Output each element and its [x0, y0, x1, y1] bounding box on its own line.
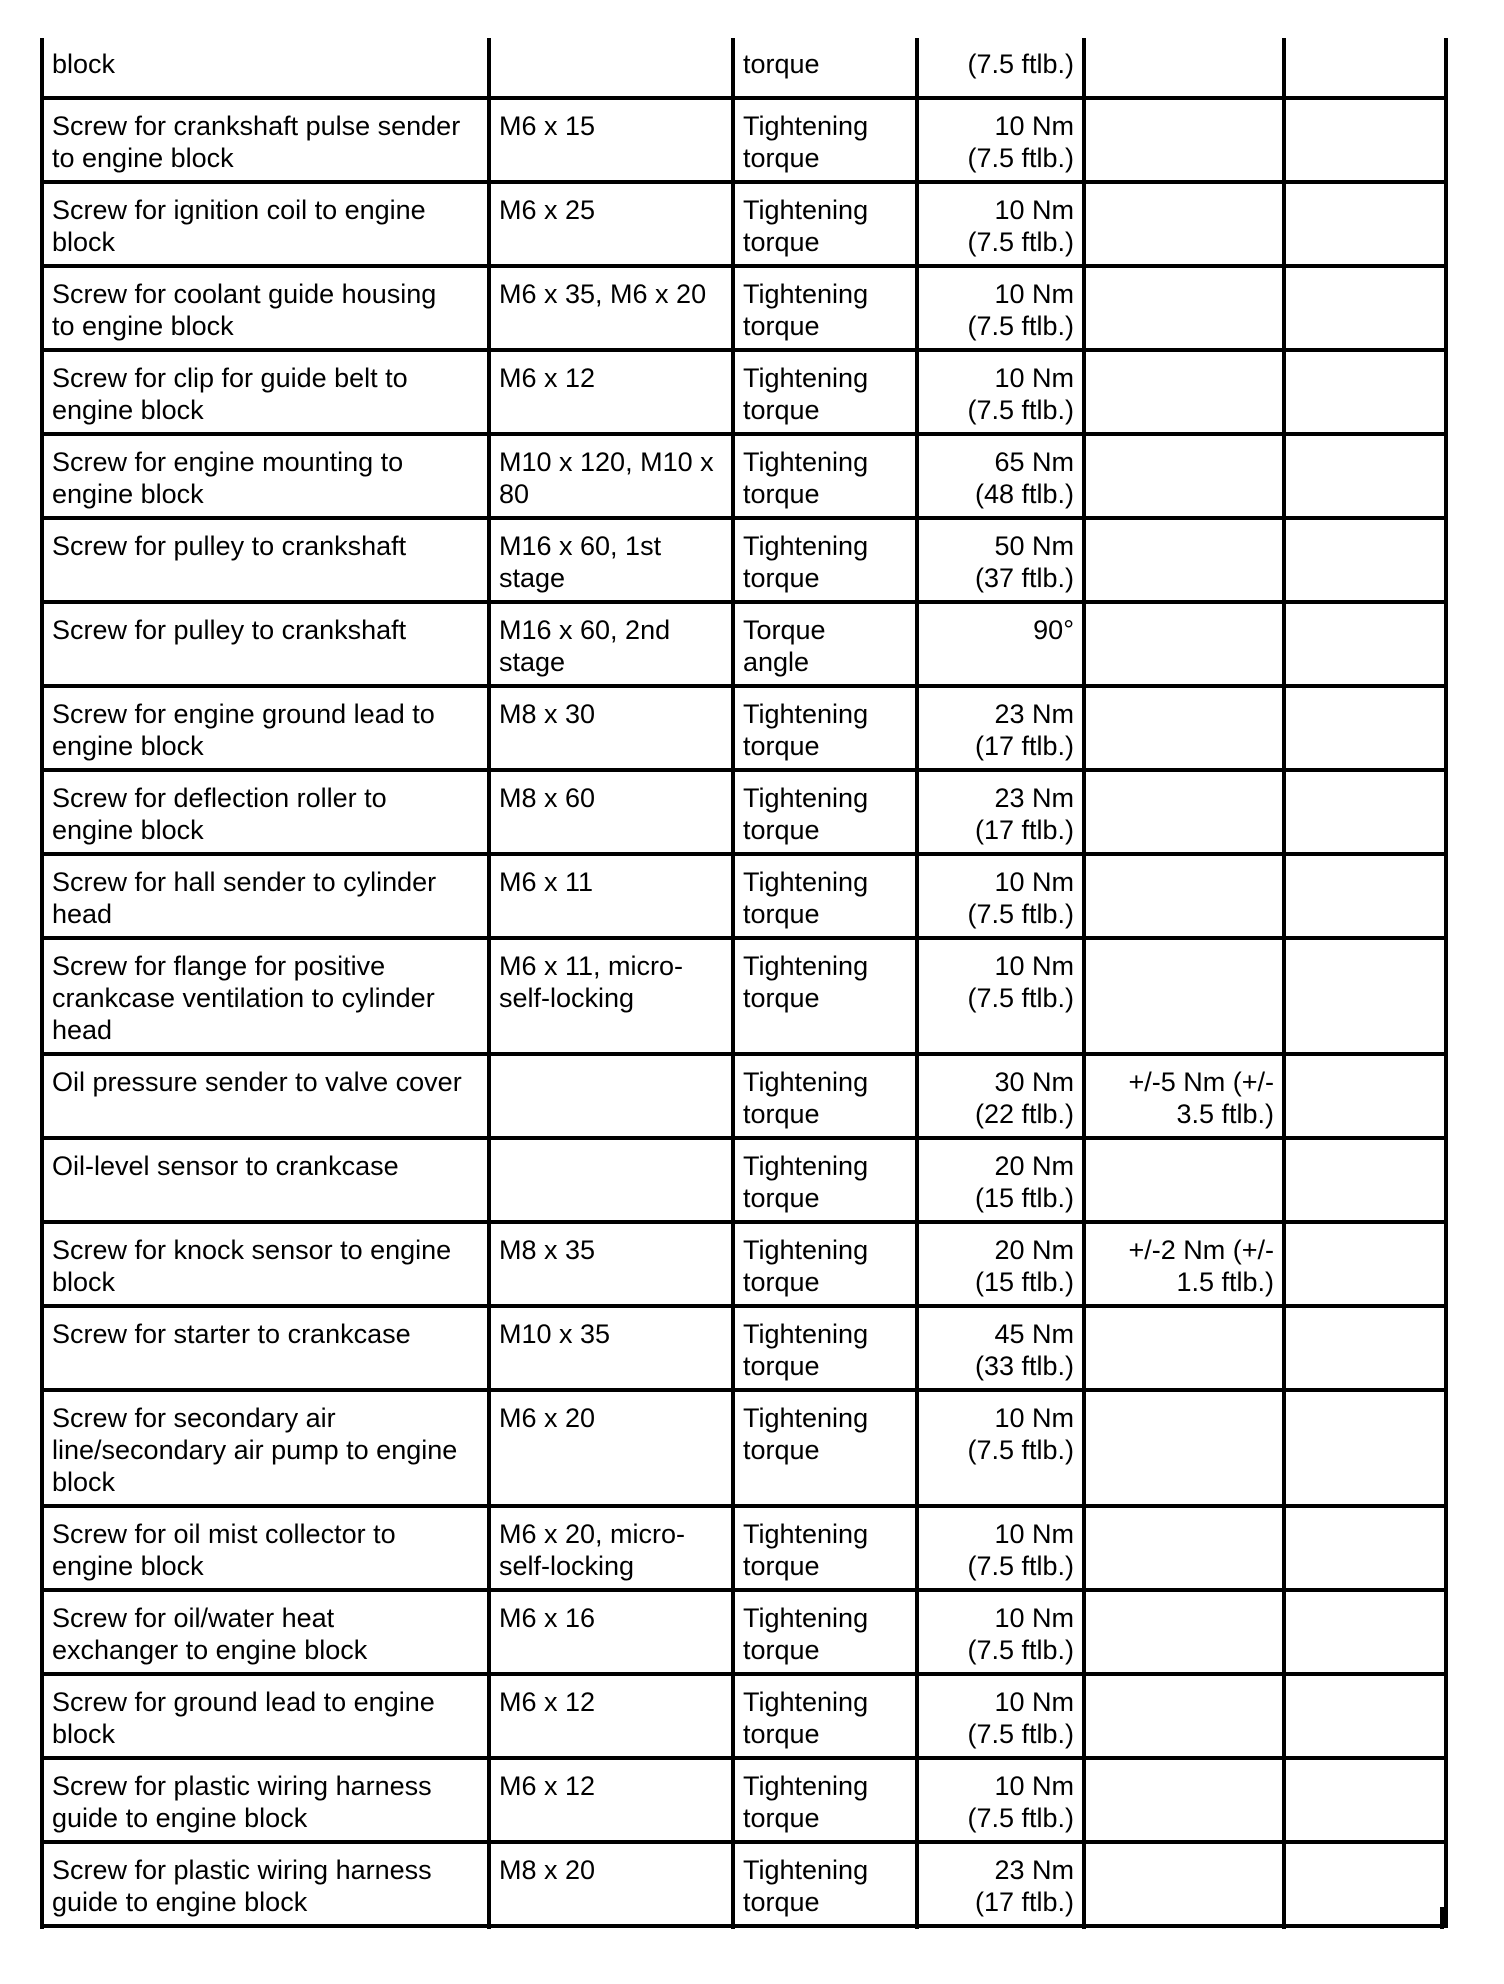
table-row	[42, 602, 1446, 686]
note-cell	[1284, 1306, 1446, 1390]
column-line	[1282, 1907, 1286, 1929]
specification-type-cell: Tightening torque	[733, 1306, 917, 1390]
specification-type-cell: Tightening torque	[733, 770, 917, 854]
table-row	[42, 1758, 1446, 1842]
note-cell	[1284, 1390, 1446, 1506]
torque-value-cell: 65 Nm (48 ftlb.)	[917, 434, 1084, 518]
specification-type-cell: Tightening torque	[733, 1138, 917, 1222]
table-row	[42, 1590, 1446, 1674]
torque-value-cell: 10 Nm (7.5 ftlb.)	[917, 854, 1084, 938]
table-row	[42, 938, 1446, 1054]
note-cell	[1284, 518, 1446, 602]
specification-type-cell: Tightening torque	[733, 1054, 917, 1138]
torque-value-cell: 20 Nm (15 ftlb.)	[917, 1222, 1084, 1306]
table-row	[42, 854, 1446, 938]
note-cell	[1284, 266, 1446, 350]
size-cell: M6 x 12	[489, 1674, 733, 1758]
tolerance-cell	[1084, 938, 1284, 1054]
component-cell: Screw for clip for guide belt to engine block	[42, 350, 489, 434]
specification-type-cell: Tightening torque	[733, 854, 917, 938]
torque-value-cell: 10 Nm (7.5 ftlb.)	[917, 1758, 1084, 1842]
tolerance-cell: +/-2 Nm (+/- 1.5 ftlb.)	[1084, 1222, 1284, 1306]
table-row	[42, 1054, 1446, 1138]
size-cell: M8 x 30	[489, 686, 733, 770]
component-cell: Screw for ignition coil to engine block	[42, 182, 489, 266]
size-cell: M6 x 12	[489, 350, 733, 434]
note-cell	[1284, 182, 1446, 266]
table-row	[42, 686, 1446, 770]
size-cell: M6 x 20, micro- self-locking	[489, 1506, 733, 1590]
torque-value-cell: 90°	[917, 602, 1084, 686]
component-cell: Screw for coolant guide housing to engine block	[42, 266, 489, 350]
torque-value-cell: 10 Nm (7.5 ftlb.)	[917, 350, 1084, 434]
note-cell	[1284, 1674, 1446, 1758]
size-cell: M6 x 35, M6 x 20	[489, 266, 733, 350]
table-row	[42, 1674, 1446, 1758]
table-row	[42, 1506, 1446, 1590]
note-cell	[1284, 38, 1446, 98]
component-cell: Screw for oil/water heat exchanger to engine block	[42, 1590, 489, 1674]
torque-value-cell: 23 Nm (17 ftlb.)	[917, 686, 1084, 770]
component-cell: Screw for engine mounting to engine block	[42, 434, 489, 518]
note-cell	[1284, 1758, 1446, 1842]
torque-value-cell: 10 Nm (7.5 ftlb.)	[917, 1674, 1084, 1758]
note-cell	[1284, 1054, 1446, 1138]
tolerance-cell	[1084, 266, 1284, 350]
table-row	[42, 434, 1446, 518]
torque-value-cell: 45 Nm (33 ftlb.)	[917, 1306, 1084, 1390]
component-cell: Screw for ground lead to engine block	[42, 1674, 489, 1758]
component-cell: Screw for deflection roller to engine block	[42, 770, 489, 854]
component-cell: Screw for starter to crankcase	[42, 1306, 489, 1390]
component-cell: Screw for crankshaft pulse sender to engine block	[42, 98, 489, 182]
specification-type-cell: Tightening torque	[733, 266, 917, 350]
note-cell	[1284, 434, 1446, 518]
component-cell: Screw for knock sensor to engine block	[42, 1222, 489, 1306]
torque-value-cell: 23 Nm (17 ftlb.)	[917, 770, 1084, 854]
size-cell: M6 x 15	[489, 98, 733, 182]
tolerance-cell	[1084, 1842, 1284, 1926]
tolerance-cell	[1084, 1506, 1284, 1590]
size-cell: M6 x 12	[489, 1758, 733, 1842]
column-line	[1082, 1907, 1086, 1929]
specification-type-cell: Tightening torque	[733, 1390, 917, 1506]
specification-type-cell: Tightening torque	[733, 98, 917, 182]
tolerance-cell: +/-5 Nm (+/- 3.5 ftlb.)	[1084, 1054, 1284, 1138]
specification-type-cell: Tightening torque	[733, 350, 917, 434]
note-cell	[1284, 1506, 1446, 1590]
size-cell: M8 x 35	[489, 1222, 733, 1306]
torque-value-cell: 10 Nm (7.5 ftlb.)	[917, 1506, 1084, 1590]
size-cell: M10 x 120, M10 x 80	[489, 434, 733, 518]
torque-value-cell: 10 Nm (7.5 ftlb.)	[917, 938, 1084, 1054]
note-cell	[1284, 1590, 1446, 1674]
component-cell: Oil-level sensor to crankcase	[42, 1138, 489, 1222]
specification-type-cell: Tightening torque	[733, 1590, 917, 1674]
torque-spec-table-body	[42, 38, 1446, 1926]
component-cell: Screw for engine ground lead to engine block	[42, 686, 489, 770]
torque-spec-table	[40, 38, 1448, 1928]
column-line	[915, 1907, 919, 1929]
column-line	[731, 1907, 735, 1929]
column-line	[40, 1907, 44, 1929]
torque-value-cell: 10 Nm (7.5 ftlb.)	[917, 1390, 1084, 1506]
note-cell	[1284, 854, 1446, 938]
torque-value-cell: 23 Nm (17 ftlb.)	[917, 1842, 1084, 1926]
size-cell: M6 x 20	[489, 1390, 733, 1506]
specification-type-cell: Tightening torque	[733, 1758, 917, 1842]
specification-type-cell: Tightening torque	[733, 686, 917, 770]
component-cell: Screw for secondary air line/secondary air pump to engine block	[42, 1390, 489, 1506]
component-cell: Screw for plastic wiring harness guide to engine block	[42, 1842, 489, 1926]
size-cell: M6 x 16	[489, 1590, 733, 1674]
tolerance-cell	[1084, 518, 1284, 602]
tolerance-cell	[1084, 98, 1284, 182]
torque-value-cell: 10 Nm (7.5 ftlb.)	[917, 98, 1084, 182]
table-row	[42, 266, 1446, 350]
component-cell: Screw for oil mist collector to engine block	[42, 1506, 489, 1590]
specification-type-cell: Tightening torque	[733, 518, 917, 602]
tolerance-cell	[1084, 770, 1284, 854]
size-cell	[489, 38, 733, 98]
column-line	[487, 1907, 491, 1929]
tolerance-cell	[1084, 602, 1284, 686]
note-cell	[1284, 98, 1446, 182]
size-cell: M6 x 11, micro- self-locking	[489, 938, 733, 1054]
torque-value-cell: 30 Nm (22 ftlb.)	[917, 1054, 1084, 1138]
specification-type-cell: Tightening torque	[733, 1506, 917, 1590]
table-row	[42, 182, 1446, 266]
size-cell	[489, 1138, 733, 1222]
tolerance-cell	[1084, 1758, 1284, 1842]
torque-value-cell: 10 Nm (7.5 ftlb.)	[917, 266, 1084, 350]
torque-value-cell: 10 Nm (7.5 ftlb.)	[917, 182, 1084, 266]
specification-type-cell: Tightening torque	[733, 182, 917, 266]
size-cell	[489, 1054, 733, 1138]
component-cell: Screw for hall sender to cylinder head	[42, 854, 489, 938]
table-row	[42, 770, 1446, 854]
tolerance-cell	[1084, 1390, 1284, 1506]
size-cell: M6 x 25	[489, 182, 733, 266]
torque-value-cell: (7.5 ftlb.)	[917, 38, 1084, 98]
size-cell: M16 x 60, 2nd stage	[489, 602, 733, 686]
table-row	[42, 98, 1446, 182]
component-cell: block	[42, 38, 489, 98]
specification-type-cell: torque	[733, 38, 917, 98]
note-cell	[1284, 1222, 1446, 1306]
component-cell: Screw for flange for positive crankcase ventilation to cylinder head	[42, 938, 489, 1054]
size-cell: M10 x 35	[489, 1306, 733, 1390]
note-cell	[1284, 938, 1446, 1054]
specification-type-cell: Tightening torque	[733, 1674, 917, 1758]
torque-value-cell: 10 Nm (7.5 ftlb.)	[917, 1590, 1084, 1674]
table-row	[42, 1138, 1446, 1222]
table-row	[42, 1390, 1446, 1506]
table-row	[42, 38, 1446, 98]
tolerance-cell	[1084, 686, 1284, 770]
tolerance-cell	[1084, 1590, 1284, 1674]
tolerance-cell	[1084, 38, 1284, 98]
tolerance-cell	[1084, 854, 1284, 938]
size-cell: M6 x 11	[489, 854, 733, 938]
column-line	[1440, 1907, 1444, 1929]
component-cell: Screw for pulley to crankshaft	[42, 602, 489, 686]
component-cell: Oil pressure sender to valve cover	[42, 1054, 489, 1138]
size-cell: M8 x 60	[489, 770, 733, 854]
specification-type-cell: Tightening torque	[733, 938, 917, 1054]
component-cell: Screw for pulley to crankshaft	[42, 518, 489, 602]
specification-type-cell: Tightening torque	[733, 1842, 917, 1926]
tolerance-cell	[1084, 1138, 1284, 1222]
tolerance-cell	[1084, 350, 1284, 434]
size-cell: M8 x 20	[489, 1842, 733, 1926]
note-cell	[1284, 686, 1446, 770]
table-row	[42, 1306, 1446, 1390]
specification-type-cell: Torque angle	[733, 602, 917, 686]
torque-value-cell: 20 Nm (15 ftlb.)	[917, 1138, 1084, 1222]
table-row	[42, 350, 1446, 434]
table-row	[42, 1222, 1446, 1306]
tolerance-cell	[1084, 434, 1284, 518]
table-row	[42, 1842, 1446, 1926]
component-cell: Screw for plastic wiring harness guide to engine block	[42, 1758, 489, 1842]
tolerance-cell	[1084, 182, 1284, 266]
specification-type-cell: Tightening torque	[733, 1222, 917, 1306]
size-cell: M16 x 60, 1st stage	[489, 518, 733, 602]
tolerance-cell	[1084, 1306, 1284, 1390]
specification-type-cell: Tightening torque	[733, 434, 917, 518]
note-cell	[1284, 1842, 1446, 1926]
note-cell	[1284, 770, 1446, 854]
tolerance-cell	[1084, 1674, 1284, 1758]
torque-value-cell: 50 Nm (37 ftlb.)	[917, 518, 1084, 602]
note-cell	[1284, 350, 1446, 434]
note-cell	[1284, 1138, 1446, 1222]
note-cell	[1284, 602, 1446, 686]
table-row	[42, 518, 1446, 602]
